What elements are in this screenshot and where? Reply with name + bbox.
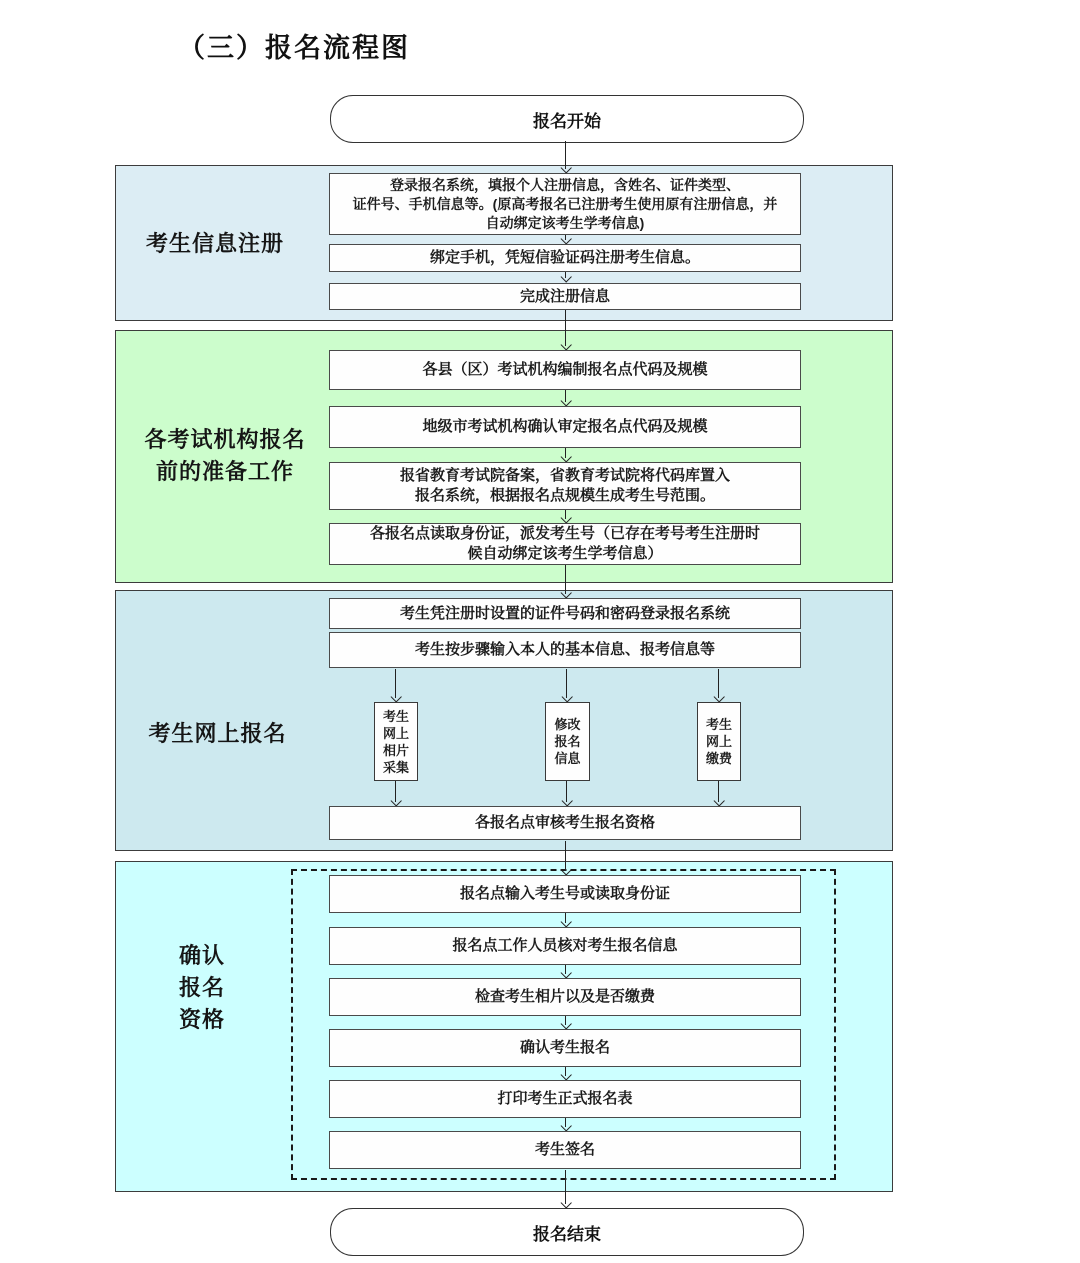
arrow-down-icon: [560, 510, 571, 523]
flow-step-bind-phone: 绑定手机，凭短信验证码注册考生信息。: [329, 244, 801, 272]
branch-text-line: 缴费: [705, 751, 732, 766]
branch-text-line: 修改: [554, 717, 581, 732]
step-text-line: 证件号、手机信息等。(原高考报名已注册考生使用原有注册信息，并: [352, 195, 778, 212]
flow-branch-photo-collect: [374, 702, 418, 781]
flow-branch-pay-online: [697, 702, 741, 781]
arrow-down-icon: [560, 965, 571, 978]
arrow-down-icon: [560, 310, 571, 350]
flow-step-login: 考生凭注册时设置的证件号码和密码登录报名系统: [329, 598, 801, 629]
section-label-register: 考生信息注册: [145, 231, 284, 257]
branch-text-line: 相片: [382, 742, 409, 758]
step-text-line: 报名系统，根据报名点规模生成考生号范围。: [414, 487, 715, 504]
section-label-prepare: [135, 424, 315, 488]
branch-text-line: 网上: [382, 725, 409, 741]
flow-step-check-info: 报名点工作人员核对考生报名信息: [329, 927, 801, 965]
arrow-down-icon: [713, 669, 724, 702]
flow-step-issue-numbers: [329, 523, 801, 565]
section-label-prepare-line1: 各考试机构报名: [144, 427, 306, 453]
arrow-down-icon: [561, 781, 572, 806]
page-title: （三）报名流程图: [178, 33, 410, 64]
branch-text-line: 考生: [382, 708, 409, 724]
flow-step-register-info: [329, 173, 801, 235]
flow-step-print-form: 打印考生正式报名表: [329, 1080, 801, 1118]
step-text-line: 候自动绑定该考生学考信息）: [467, 545, 663, 562]
step-text-line: 自动绑定该考生学考信息): [485, 214, 645, 231]
step-text-line: 登录报名系统，填报个人注册信息，含姓名、证件类型、: [390, 176, 740, 193]
arrow-down-icon: [560, 141, 571, 173]
arrow-down-icon: [560, 1067, 571, 1080]
arrow-down-icon: [713, 781, 724, 806]
branch-text-line: 考生: [705, 717, 732, 732]
step-text-line: 各报名点读取身份证，派发考生号（已存在考号考生注册时: [369, 525, 760, 542]
arrow-down-icon: [560, 565, 571, 598]
flow-step-confirm-registration: 确认考生报名: [329, 1029, 801, 1067]
end-terminal: 报名结束: [330, 1208, 804, 1256]
arrow-down-icon: [560, 1170, 571, 1208]
flow-step-city-confirm: 地级市考试机构确认审定报名点代码及规模: [329, 406, 801, 448]
branch-text-line: 网上: [705, 734, 732, 749]
branch-text-line: 信息: [554, 751, 581, 766]
arrow-down-icon: [561, 669, 572, 702]
flow-step-input-number: 报名点输入考生号或读取身份证: [329, 875, 801, 913]
arrow-down-icon: [390, 669, 401, 702]
branch-text-line: 采集: [382, 759, 409, 775]
section-label-confirm-line1: 确认: [178, 943, 225, 969]
arrow-down-icon: [560, 448, 571, 462]
flow-step-province-record: [329, 462, 801, 510]
flow-step-check-photo-payment: 检查考生相片以及是否缴费: [329, 978, 801, 1016]
flow-step-enter-info: 考生按步骤输入本人的基本信息、报考信息等: [329, 632, 801, 668]
arrow-down-icon: [560, 390, 571, 406]
flow-step-county-codes: 各县（区）考试机构编制报名点代码及规模: [329, 350, 801, 390]
arrow-down-icon: [560, 1016, 571, 1029]
branch-text-line: 报名: [554, 734, 581, 749]
section-label-confirm-line2: 报名: [178, 975, 225, 1001]
start-terminal: 报名开始: [330, 95, 804, 143]
arrow-down-icon: [560, 235, 571, 244]
step-text-line: 报省教育考试院备案，省教育考试院将代码库置入: [399, 467, 730, 484]
section-label-prepare-line2: 前的准备工作: [155, 459, 294, 485]
flow-step-signature: 考生签名: [329, 1131, 801, 1169]
arrow-down-icon: [560, 913, 571, 927]
section-label-confirm: [152, 940, 252, 1036]
arrow-down-icon: [560, 841, 571, 875]
flow-step-review-qualification: 各报名点审核考生报名资格: [329, 806, 801, 840]
flow-step-finish-register: 完成注册信息: [329, 283, 801, 310]
arrow-down-icon: [390, 781, 401, 806]
section-label-online: 考生网上报名: [148, 721, 287, 747]
arrow-down-icon: [560, 272, 571, 282]
section-label-confirm-line3: 资格: [178, 1007, 225, 1033]
arrow-down-icon: [560, 1118, 571, 1131]
flow-branch-modify-info: [545, 702, 590, 781]
